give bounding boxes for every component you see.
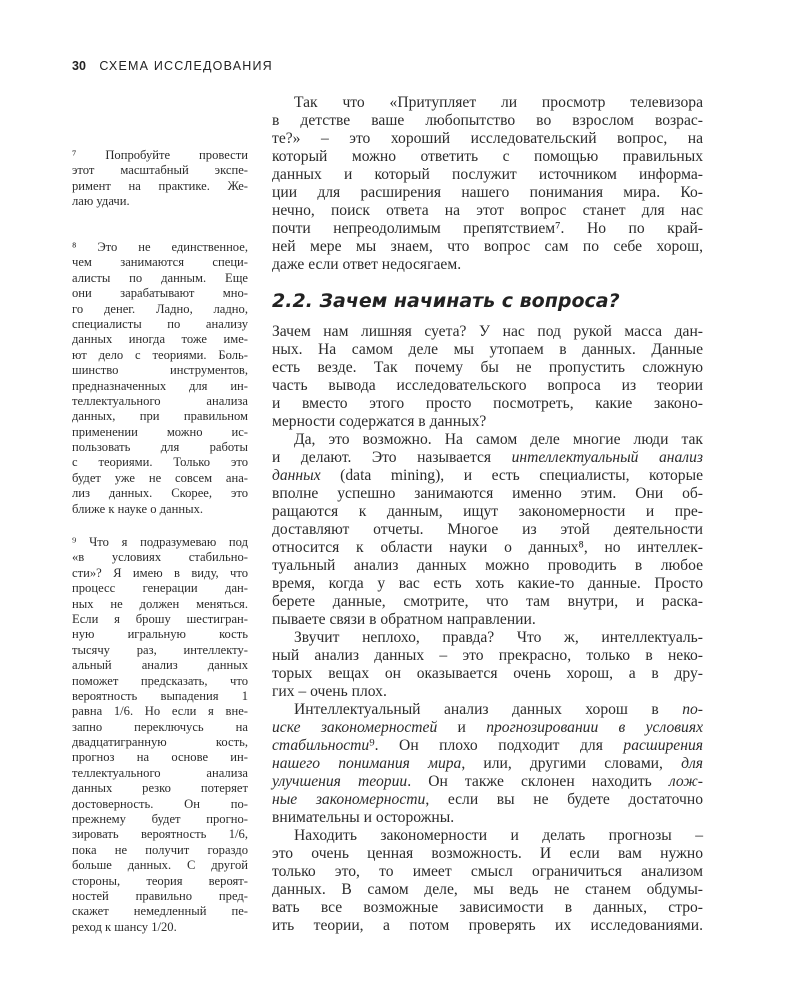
text-line: [272, 395, 703, 413]
main-text-before-heading: [272, 94, 703, 274]
footnote-line: [72, 781, 248, 796]
footnote-line: [72, 920, 248, 935]
footnote-line: [72, 720, 248, 735]
text: ⁸ Это не единственное,: [72, 240, 248, 254]
text: те?» – это хороший исследовательский вопрос, на: [272, 130, 703, 147]
text: мерности содержатся в данных?: [272, 413, 487, 430]
italic-text: стабильности: [272, 737, 370, 754]
italic-text: расширения: [623, 737, 703, 754]
text-line: [272, 899, 703, 917]
paragraph: [272, 629, 703, 701]
text: зировать вероятность 1/6,: [72, 827, 248, 842]
text: внимательны и осторожны.: [272, 809, 455, 826]
paragraph: [272, 431, 703, 629]
text: они зарабатывают мно-: [72, 286, 248, 301]
text-line: [272, 611, 703, 629]
text: и вместо этого просто посмотреть, какие законо-: [272, 395, 703, 412]
text: римент на практике. Же-: [72, 178, 248, 193]
text: сти»? Я имею в виду, что: [72, 565, 248, 580]
text: нечно, поиск ответа на этот вопрос станет для нас: [272, 202, 703, 219]
text: го денег. Ладно, ладно,: [72, 301, 248, 316]
text: даже если ответ недосягаем.: [272, 256, 462, 273]
text-line: [272, 220, 703, 238]
text-line: [272, 539, 703, 557]
footnote-9: [72, 535, 248, 935]
text: есть везде. Так почему бы не пропустить сложную: [272, 359, 703, 376]
text: ных. На самом деле мы утопаем в данных. Данные: [272, 341, 703, 358]
text-line: [272, 148, 703, 166]
footnote-line: [72, 735, 248, 750]
footnote-line: [72, 627, 248, 642]
text: ⁹ Что я подразумеваю под: [72, 535, 248, 549]
text-line: [272, 485, 703, 503]
section-heading: 2.2. Зачем начинать с вопроса?: [272, 290, 620, 312]
text: реход к шансу 1/20.: [72, 919, 177, 934]
text: почти непреодолимым препятствием⁷. Но по край-: [272, 220, 703, 237]
text: равна 1/6. Но если я вне-: [72, 704, 248, 719]
text-line: [272, 683, 703, 701]
text: пользовать для работы: [72, 440, 248, 455]
footnote-line: [72, 550, 248, 565]
text-line: [272, 184, 703, 202]
text: данных резко потеряет: [72, 781, 248, 796]
text-line: [272, 130, 703, 148]
footnote-line: [72, 394, 248, 409]
text: алисты по данным. Еще: [72, 270, 248, 285]
text-line: [272, 503, 703, 521]
footnote-line: [72, 271, 248, 286]
main-text-after-heading: [272, 323, 703, 935]
italic-text: для: [681, 755, 703, 772]
text-line: [272, 917, 703, 935]
text-line: [272, 557, 703, 575]
text: Если я брошу шестигран-: [72, 611, 248, 626]
text: ить теории, а потом проверять их исследованиями.: [272, 917, 703, 934]
text: стороны, теория вероят-: [72, 873, 248, 888]
text-line: [272, 94, 703, 112]
text-line: [272, 377, 703, 395]
text: пываете связи в обратном направлении.: [272, 611, 536, 628]
text-line: [272, 647, 703, 665]
footnote-line: [72, 658, 248, 673]
text: в детстве ваше любопытство во взрослом возрас-: [272, 112, 703, 129]
text: «в условиях стабильно-: [72, 550, 248, 565]
text: данных. В самом деле, мы ведь не станем обдумы-: [272, 881, 703, 898]
text: вероятность выпадения 1: [72, 688, 248, 703]
text: больше данных. С другой: [72, 858, 248, 873]
text: прогноз на основе ин-: [72, 750, 248, 765]
footnote-line: [72, 843, 248, 858]
text-line: [272, 341, 703, 359]
footnote-line: [72, 348, 248, 363]
text: Звучит неплохо, правда? Что ж, интеллектуаль-: [294, 629, 703, 646]
footnote-line: [72, 455, 248, 470]
text: применении можно ис-: [72, 424, 248, 439]
text: прежнему будет прогно-: [72, 812, 248, 827]
text-line: [272, 575, 703, 593]
text: берете данные, смотрите, что там внутри, и раска-: [272, 593, 703, 610]
footnote-line: [72, 286, 248, 301]
italic-text: нашего понимания мира: [272, 755, 462, 772]
footnote-line: [72, 674, 248, 689]
text-line: [272, 719, 703, 737]
text: данных и который послужит источником информа-: [272, 166, 703, 183]
text: теллектуального анализа: [72, 393, 248, 408]
text: ней мере мы знаем, что вопрос сам по себе хорош,: [272, 238, 703, 255]
text: ный анализ данных – это прекрасно, только в неко-: [272, 647, 703, 664]
footnote-line: [72, 486, 248, 501]
text: ную игральную кость: [72, 627, 248, 642]
text: . Он также склонен находить: [407, 773, 669, 790]
text-line: [272, 359, 703, 377]
footnote-line: [72, 163, 248, 178]
text-line: [272, 413, 703, 431]
text: , или, другими словами,: [461, 755, 682, 772]
text-line: [272, 863, 703, 881]
footnote-line: [72, 597, 248, 612]
italic-text: ные закономерности: [272, 791, 426, 808]
footnote-line: [72, 332, 248, 347]
text: процесс генерации дан-: [72, 581, 248, 596]
text: тысячу раз, интеллекту-: [72, 642, 248, 657]
footnote-line: [72, 535, 248, 550]
text: туальный анализ данных можно проводить в любое: [272, 557, 703, 574]
footnote-line: [72, 904, 248, 919]
text-line: [272, 791, 703, 809]
text: Интеллектуальный анализ данных хорош в: [294, 701, 683, 718]
footnote-line: [72, 858, 248, 873]
text-line: [272, 593, 703, 611]
text: гих – очень плох.: [272, 683, 387, 700]
footnote-line: [72, 363, 248, 378]
text-line: [272, 166, 703, 184]
running-header: [72, 59, 273, 73]
text: который можно ответить с помощью правильных: [272, 148, 703, 165]
text: с теориями. Только это: [72, 455, 248, 470]
text: альный анализ данных: [72, 658, 248, 673]
italic-text: данных: [272, 467, 321, 484]
footnote-line: [72, 812, 248, 827]
footnote-line: [72, 471, 248, 486]
text: вполне успешно занимаются именно этим. Они об-: [272, 485, 703, 502]
text: лиз данных. Скорее, это: [72, 486, 248, 501]
italic-text: лож-: [668, 773, 704, 790]
footnote-line: [72, 689, 248, 704]
text-line: [272, 467, 703, 485]
text-line: [272, 881, 703, 899]
text: специалисты по анализу: [72, 316, 248, 331]
text-line: [272, 755, 703, 773]
italic-text: иске закономерностей: [272, 719, 438, 736]
page-number: 30: [72, 59, 86, 73]
footnote-line: [72, 827, 248, 842]
footnote-line: [72, 750, 248, 765]
footnote-line: [72, 566, 248, 581]
text: запно переключусь на: [72, 719, 248, 734]
text: будет уже не совсем ана-: [72, 470, 248, 485]
italic-text: интеллектуальный анализ: [511, 449, 703, 466]
text-line: [272, 256, 703, 274]
text-line: [272, 773, 703, 791]
footnote-line: [72, 240, 248, 255]
footnote-line: [72, 255, 248, 270]
text-line: [272, 112, 703, 130]
footnote-line: [72, 409, 248, 424]
text: часть вывода исследовательского вопроса из теории: [272, 377, 703, 394]
text-line: [272, 629, 703, 647]
footnote-line: [72, 704, 248, 719]
text-line: [272, 238, 703, 256]
footnote-line: [72, 502, 248, 517]
footnote-line: [72, 581, 248, 596]
text: этот масштабный экспе-: [72, 163, 248, 178]
text: Так что «Притупляет ли просмотр телевизора: [294, 94, 703, 111]
text-line: [272, 737, 703, 755]
text: ют дело с теориями. Боль-: [72, 347, 248, 362]
paragraph: [272, 701, 703, 827]
text: достоверность. Он по-: [72, 796, 248, 811]
text-line: [272, 521, 703, 539]
footnote-line: [72, 148, 248, 163]
text: это очень ценная возможность. И если вам нужно: [272, 845, 703, 862]
footnote-line: [72, 766, 248, 781]
footnote-line: [72, 194, 248, 209]
text: данных иногда тоже име-: [72, 332, 248, 347]
footnote-line: [72, 643, 248, 658]
text-line: [272, 845, 703, 863]
text: поможет предсказать, что: [72, 673, 248, 688]
footnote-line: [72, 425, 248, 440]
text-line: [272, 809, 703, 827]
footnote-line: [72, 440, 248, 455]
text-line: [272, 449, 703, 467]
text: скажет немедленный пе-: [72, 904, 248, 919]
text: время, когда у вас есть хоть какие-то данные. Просто: [272, 575, 703, 592]
text: данных, при правильном: [72, 409, 248, 424]
text: пока не получит гораздо: [72, 842, 248, 857]
italic-text: прогнозировании в условиях: [486, 719, 703, 736]
text: ближе к науке о данных.: [72, 501, 204, 516]
text: вать все возможные зависимости в данных, стро-: [272, 899, 703, 916]
text: предназначенных для ин-: [72, 378, 248, 393]
footnote-line: [72, 379, 248, 394]
italic-text: улучшения теории: [272, 773, 408, 790]
footnote-line: [72, 302, 248, 317]
text: доставляют отчеты. Многое из этой деятельности: [272, 521, 703, 538]
text: чем занимаются специ-: [72, 255, 248, 270]
text: теллектуального анализа: [72, 765, 248, 780]
text: (data mining), и есть специалисты, которые: [320, 467, 703, 484]
text: ⁷ Попробуйте провести: [72, 148, 248, 162]
text-line: [272, 701, 703, 719]
italic-text: по-: [682, 701, 703, 718]
text: и: [437, 719, 487, 736]
footnote-line: [72, 612, 248, 627]
footnote-line: [72, 797, 248, 812]
text: и делают. Это называется: [272, 449, 512, 466]
text: только это, то имеет смысл ограничиться анализом: [272, 863, 703, 880]
running-title: СХЕМА ИССЛЕДОВАНИЯ: [99, 59, 273, 73]
text: двадцатигранную кость,: [72, 735, 248, 750]
paragraph: [272, 827, 703, 935]
text-line: [272, 827, 703, 845]
text: относится к области науки о данных⁸, но интеллек-: [272, 539, 703, 556]
text: Находить закономерности и делать прогнозы –: [294, 827, 703, 844]
text: ции для расширения нашего понимания мира. Ко-: [272, 184, 703, 201]
text: торых вещах он оказывается очень хорош, а в дру-: [272, 665, 703, 682]
text: Да, это возможно. На самом деле многие люди так: [294, 431, 703, 448]
text-line: [272, 323, 703, 341]
text: ностей правильно пред-: [72, 888, 248, 903]
text-line: [272, 202, 703, 220]
paragraph: [272, 323, 703, 431]
text: шинство инструментов,: [72, 363, 248, 378]
footnote-8: [72, 240, 248, 517]
footnote-line: [72, 874, 248, 889]
text: ращаются к данным, ищут закономерности и пре-: [272, 503, 703, 520]
text: ⁹. Он плохо подходит для: [369, 737, 624, 754]
text: , если вы не будете достаточно: [425, 791, 703, 808]
paragraph: [272, 94, 703, 274]
footnote-line: [72, 179, 248, 194]
text-line: [272, 665, 703, 683]
footnote-7: [72, 148, 248, 210]
text: Зачем нам лишняя суета? У нас под рукой масса дан-: [272, 323, 703, 340]
footnote-line: [72, 317, 248, 332]
text: ных не должен меняться.: [72, 596, 248, 611]
text-line: [272, 431, 703, 449]
footnote-line: [72, 889, 248, 904]
text: лаю удачи.: [72, 194, 130, 209]
